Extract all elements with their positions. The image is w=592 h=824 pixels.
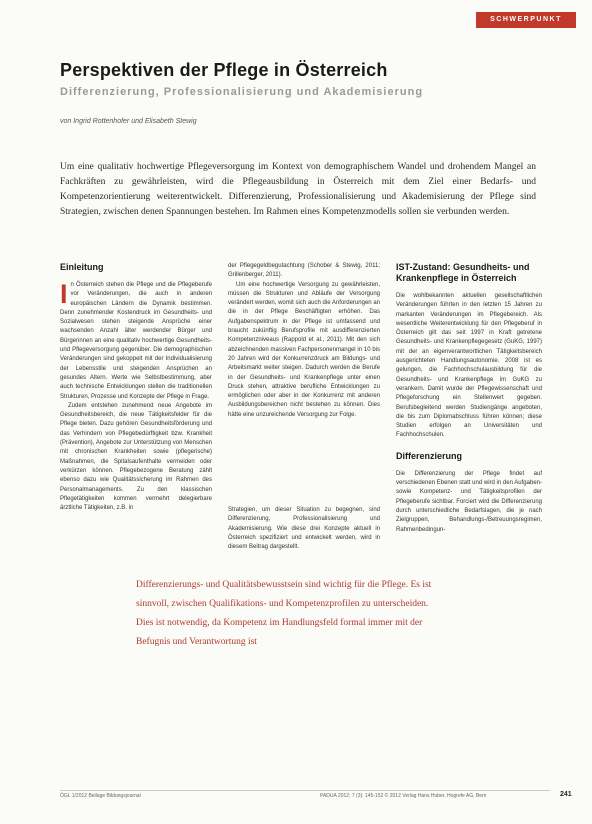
lead-paragraph: Um eine qualitativ hochwertige Pflegeversorgung im Kontext von demographischem Wandel und drohendem Mangel an Fachkräften zu gewährleisten, wird die Pflegeausbildung in Österreich mit dem Ziel einer Bedarfs- und Kompetenzorientierung weiterentwickelt. Differenzierung, Professionalisierung und Akademisierung der Pflege sind Strategien, zwischen denen Spannungen bestehen. Im Rahmen eines Kompetenzmodells sollen sie verbunden werden. bbox=[60, 162, 536, 217]
body-paragraph: Die wohlbekannten aktuellen gesellschaftlichen Veränderungen führten in den letzten 15 Jahren zu markanten Veränderungen im Pflegebereich. Als wesentliche Weiterentwicklung für den Pflegeberuf in Österreich gilt das seit 1997 in Kraft getretene Gesundheits- und Krankenpflegegesetz (GuKG, 1997) mit der an eigenverantwortlichen Tätigkeitsbereich ausgerichteten Handlungsautonomie. 2008 ist es gelungen, die Fachhochschulausbildung für die Gesundheits- und Krankenpflege im GuKG zu verankern. Damit wurde der Pflegewissenschaft und Pflegeforschung ein Stellenwert gegeben. Berufsbegleitend werden Studiengänge angeboten, die bis zum Diplomabschluss führen können; diese Studien erfolgen an Universitäten und Fachhochschulen. bbox=[396, 293, 542, 439]
quote-spacer bbox=[228, 420, 380, 506]
body-paragraph: Die Differenzierung der Pflege findet auf verschiedenen Ebenen statt und wird in den Aufgaben- sowie Kompetenz- und Tätigkeitsprofilen der Pflegeberufe sichtbar. Forciert wird die Differenzierung durch unterschiedliche Bedarfslagen, die je nach Zielgruppen, Behandlungs-/Betreuungsregimen, Rahmenbedingun- bbox=[396, 470, 542, 533]
drop-cap: I bbox=[60, 279, 68, 309]
section-heading-einleitung: Einleitung bbox=[60, 262, 104, 272]
body-paragraph: Zudem entstehen zunehmend neue Angebote im Gesundheitsbereich, die neue Tätigkeitsfelder für die Pflege bieten. Dazu gehören Gesundheitsförderung und das Verhindern von Pflegebedürftigkeit bzw. Krankheit (Prävention), Angebote zur Unterstützung von Menschen mit chronischen Krankheiten sowie (pflegerische) Maßnahmen, die Spitalsaufenthalte vermeiden oder verkürzen können. Pflegebezogene Beratung zählt ebenso dazu wie Qualitätssicherung im Rahmen des Personalmanagements. Zu den klassischen Pflegetätigkeiten kommen vermehrt delegierbare ärztliche Tätigkeiten, z.B. in bbox=[60, 402, 212, 512]
article-authors: von Ingrid Rottenhofer und Elisabeth Stewig bbox=[60, 118, 197, 125]
column-1 bbox=[60, 262, 212, 777]
pull-quote: Differenzierungs- und Qualitätsbewusstsein sind wichtig für die Pflege. Es ist sinnvoll, zwischen Qualifikations- und Kompetenzprofilen zu unterscheiden. Dies ist notwendig, da Kompetenz im Handlungsfeld formal immer mit der Befugnis und Verantwortung ist bbox=[132, 574, 440, 654]
body-paragraph: Um eine hochwertige Versorgung zu gewährleisten, müssen die Strukturen und Abläufe der Versorgung verändert werden, womit sich auch die Anforderungen an die in der Pflege Beschäftigten erhöhen. Das Aufgabenspektrum in der Pflege ist umfassend und braucht zukünftig Berufsprofile mit ausdifferenzierten Kompetenzniveaus (Rappold et al., 2011). Mit den sich abzeichnenden massiven Fachpersonenmangel in 10 bis 20 Jahren wird der Konkurrenzdruck am Bildungs- und Arbeitsmarkt weiter steigen. Dadurch werden die Berufe in der Gesundheits- und Krankenpflege unter einen Druck stehen, attraktive berufliche Entwicklungen zu ermöglichen oder aber in der Konkurrenz mit anderen Ausbildungsbereichen nicht bestehen zu können. Dies hätte eine unzureichende Versorgung zur Folge. bbox=[228, 281, 380, 418]
article-subtitle: Differenzierung, Professionalisierung und Akademisierung bbox=[60, 86, 424, 98]
footer-right: PADUA 2012; 7 (3): 145-152 © 2012 Verlag Hans Huber, Hogrefe AG, Bern bbox=[320, 793, 487, 799]
article-title: Perspektiven der Pflege in Österreich bbox=[60, 60, 388, 80]
section-badge: SCHWERPUNKT bbox=[476, 12, 576, 28]
body-paragraph bbox=[60, 281, 212, 402]
column-2 bbox=[228, 262, 380, 777]
page-number: 241 bbox=[560, 791, 572, 798]
section-heading-differenzierung: Differenzierung bbox=[396, 450, 463, 461]
footer-rule bbox=[60, 790, 550, 791]
body-paragraph: der Pflegegeldbegutachtung (Schober & Stewig, 2011; Grillenberger, 2011). bbox=[228, 263, 380, 279]
footer-left: ÖGL 1/2012 Beilage Bildungsjournal bbox=[60, 793, 141, 799]
section-heading-ist-zustand: IST-Zustand: Gesundheits- und Krankenpflege in Österreich bbox=[396, 262, 530, 283]
body-paragraph: Strategien, um dieser Situation zu begegnen, sind Differenzierung, Professionalisierung und Akademisierung. Wie diese drei Konzepte aktuell in Österreich spezifiziert und entwickelt werden, wird in diesem Beitrag dargestellt. bbox=[228, 507, 380, 551]
column-3 bbox=[396, 262, 542, 777]
paragraph-text: n Österreich stehen die Pflege und die Pflegeberufe vor Veränderungen, die auch in anderen europäischen Ländern die Dynamik bestimmen. Denn zunehmender Kostendruck im Gesundheits- und Sozialwesen stehen steigende Ansprüche einer wachsenden Anzahl älter werdender Bürger und Bürgerinnen an eine qualitativ hochwertige Gesundheits- und Pflegeversorgung gegenüber. Die demographischen Veränderungen sind gekoppelt mit der Individualisierung der Lebensstile und steigenden Ansprüchen an gesundes Altern. Werte wie Selbstbestimmung, aber auch technische Entwicklungen stellen die traditionellen Strukturen, Prozesse und Konzepte der Pflege in Frage. bbox=[60, 282, 212, 400]
